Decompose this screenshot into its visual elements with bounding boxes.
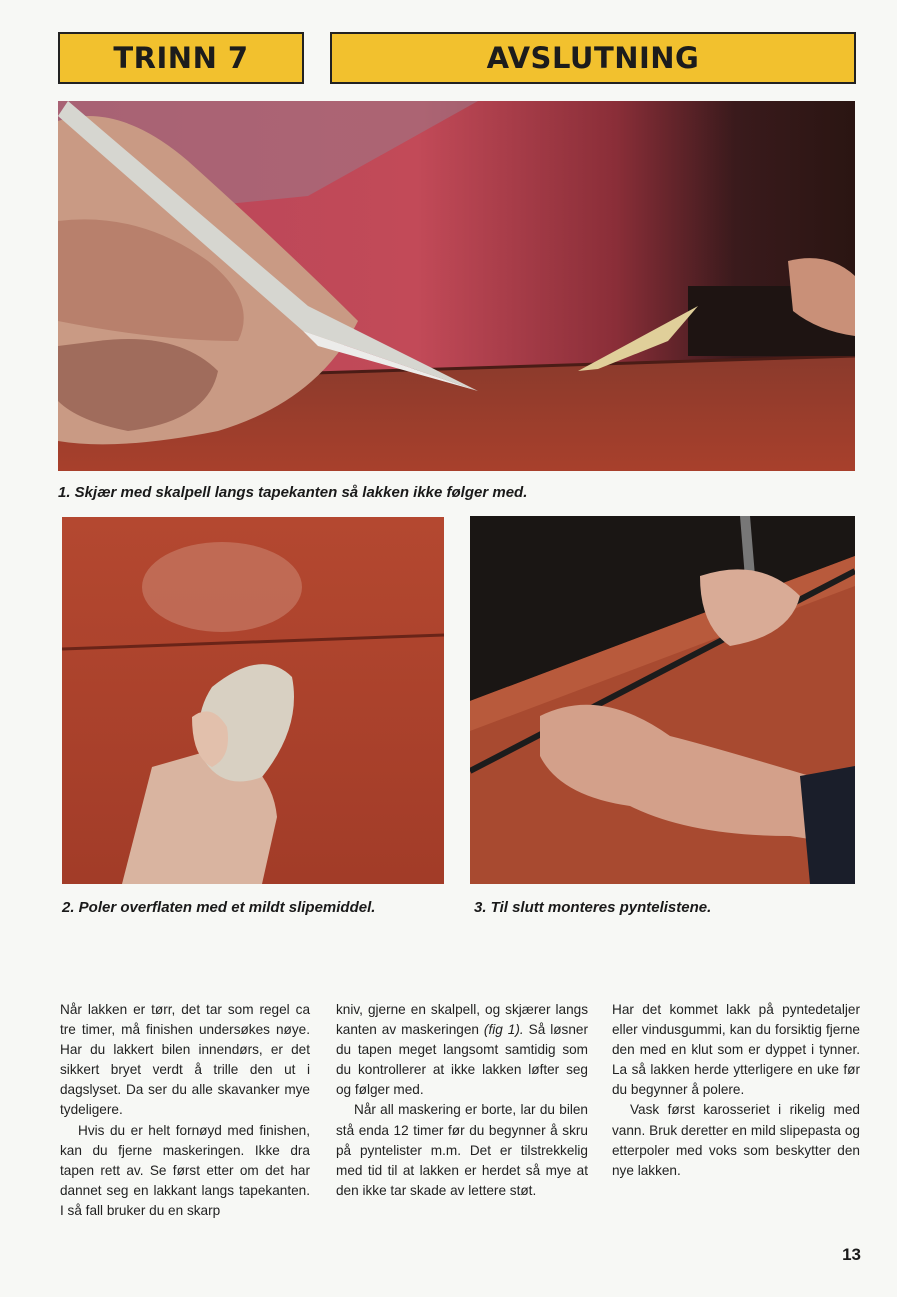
step-heading: TRINN 7: [58, 32, 304, 84]
photo-mounting-trim: [470, 516, 855, 884]
page-number: 13: [842, 1245, 861, 1264]
text-run: kniv, gjerne en skalpell, og skjærer langs kanten av maskeringen: [336, 1002, 588, 1038]
figure-reference: (fig 1).: [483, 1022, 524, 1038]
paragraph: [336, 1000, 588, 1100]
paragraph: Når all maskering er borte, lar du bilen stå enda 12 timer før du begynner å skru på pyntelister m.m. Det er tilstrekkelig med tid til at lakken er herdet så mye at den ikke tar skade av lettere støt.: [336, 1102, 588, 1198]
caption-1: 1. Skjær med skalpell langs tapekanten så lakken ikke følger med.: [58, 484, 528, 501]
photo-scalpel-cutting: [58, 101, 855, 471]
paragraph: Når lakken er tørr, det tar som regel ca tre timer, må finishen undersøkes nøye. Har du lakkert bilen innendørs, er det sikkert bryet verdt å trille den ut i dagslyset. Da ser du alle skavanker mye tydeligere.: [60, 1002, 310, 1118]
body-column-1: [60, 1000, 310, 1221]
paragraph: Har det kommet lakk på pyntedetaljer eller vindusgummi, kan du forsiktig fjerne den med en klut som er dyppet i tynner. La så lakken herde ytterligere en uke før du begynner å polere.: [612, 1002, 860, 1098]
photo-polishing: [62, 517, 444, 884]
section-title: AVSLUTNING: [330, 32, 856, 84]
caption-3: 3. Til slutt monteres pyntelistene.: [474, 899, 712, 916]
paragraph: Vask først karosseriet i rikelig med vann. Bruk deretter en mild slipepasta og etterpoler med voks som beskytter den nye lakken.: [612, 1102, 860, 1178]
caption-2: 2. Poler overflaten med et mildt slipemiddel.: [62, 899, 376, 916]
text-run: Så løsner du tapen meget langsomt samtidig som du kontrollerer at ikke lakken løfter seg og følger med.: [336, 1022, 589, 1098]
body-column-2: [336, 1000, 588, 1201]
paragraph: Hvis du er helt fornøyd med finishen, kan du fjerne maskeringen. Ikke dra tapen rett av. Se først etter om det har dannet seg en lakkant langs tapekanten. I så fall bruker du en skarp: [60, 1122, 310, 1218]
body-column-3: [612, 1000, 860, 1181]
